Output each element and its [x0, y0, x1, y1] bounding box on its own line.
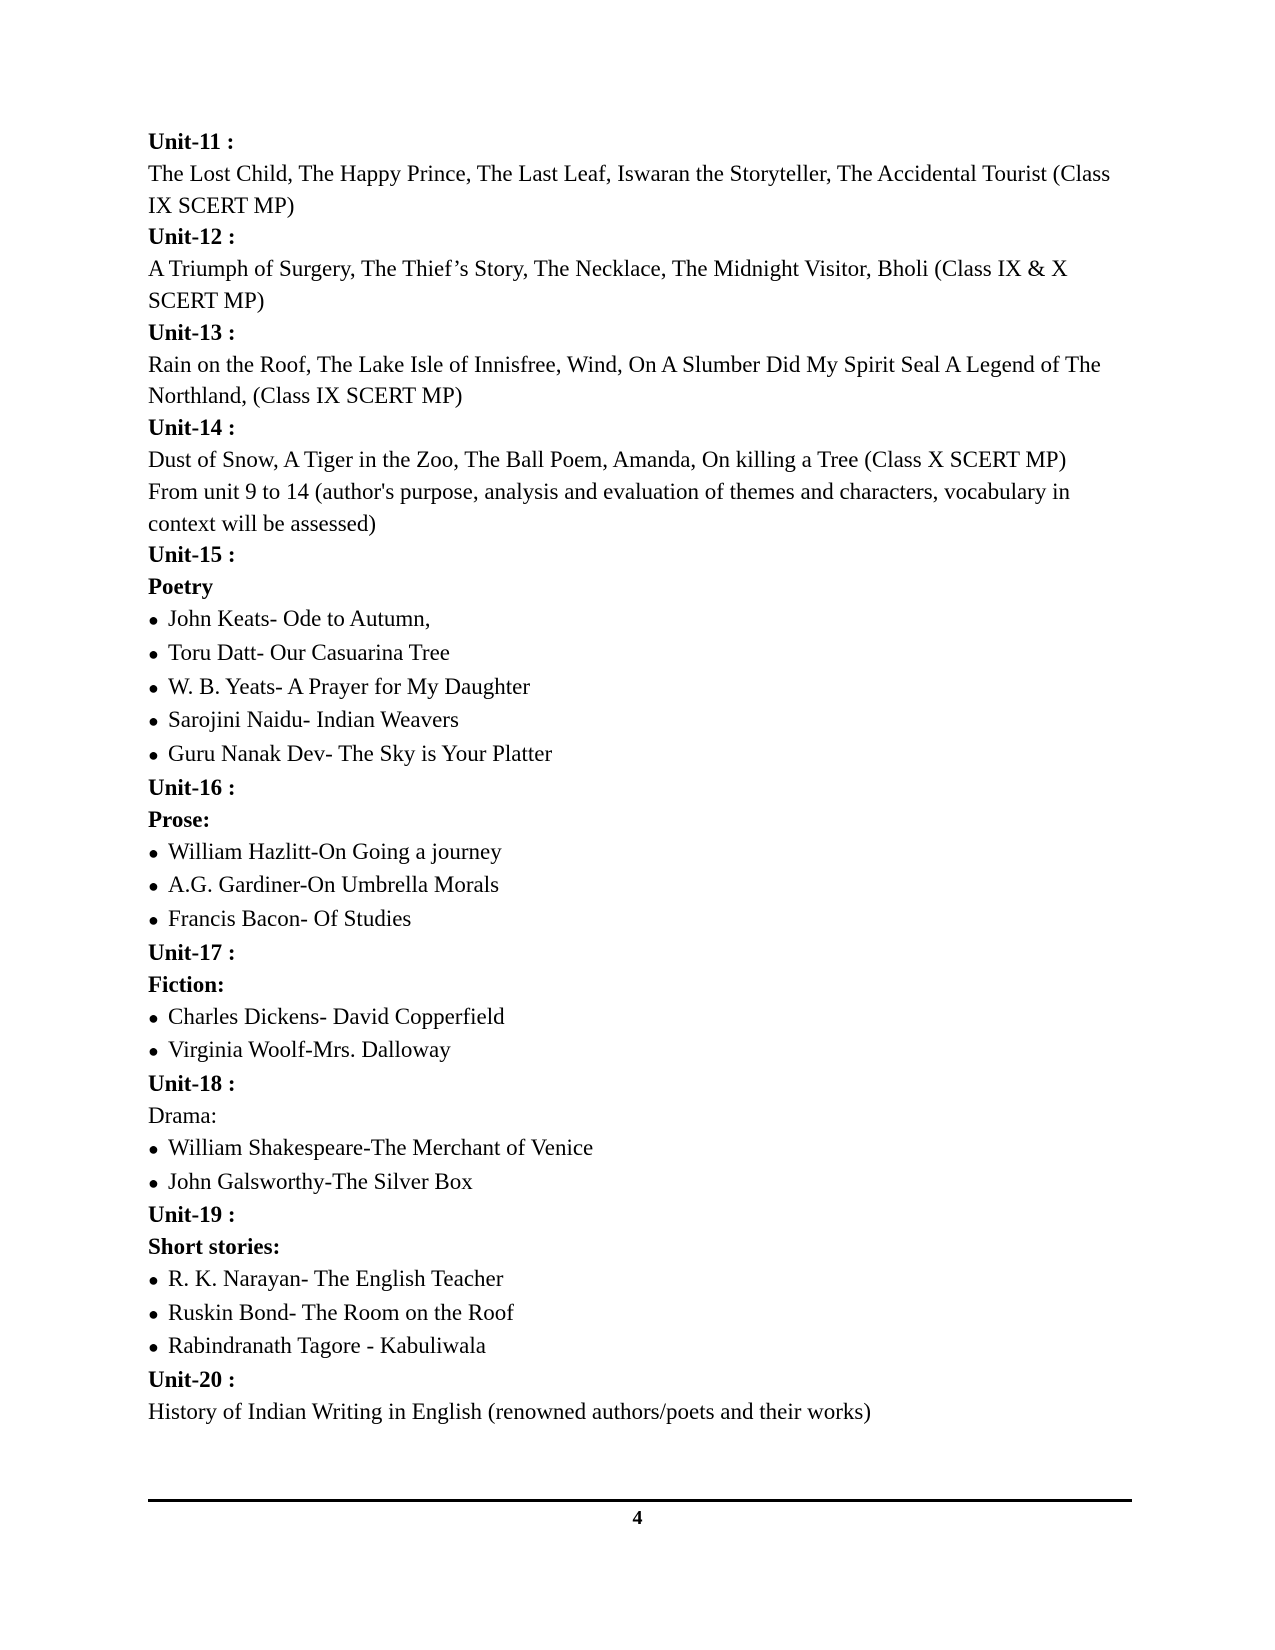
section-heading: Unit-20 :	[148, 1367, 236, 1393]
page-number: 4	[632, 1507, 643, 1529]
section-heading: Unit-12 :	[148, 224, 236, 250]
section-heading: Poetry	[148, 574, 214, 600]
list-item: ● R. K. Narayan- The English Teacher	[148, 1263, 1130, 1297]
list-item: ● A.G. Gardiner-On Umbrella Morals	[148, 869, 1130, 903]
paragraph: The Lost Child, The Happy Prince, The Last Leaf, Iswaran the Storyteller, The Accidental Tourist (Class IX SCERT MP)	[148, 160, 1111, 218]
section-heading: Unit-16 :	[148, 774, 236, 800]
section-heading: Unit-17 :	[148, 939, 236, 965]
paragraph: History of Indian Writing in English (renowned authors/poets and their works)	[148, 1399, 872, 1425]
list-item: ● Charles Dickens- David Copperfield	[148, 1001, 1130, 1035]
paragraph: A Triumph of Surgery, The Thief’s Story, The Necklace, The Midnight Visitor, Bholi (Class IX & X SCERT MP)	[148, 256, 1068, 313]
list-item: ● Francis Bacon- Of Studies	[148, 903, 1130, 937]
list-item: ● William Hazlitt-On Going a journey	[148, 836, 1130, 870]
list-item: ● John Galsworthy-The Silver Box	[148, 1166, 1130, 1200]
list-item: ● Sarojini Naidu- Indian Weavers	[148, 704, 1130, 738]
section-heading: Unit-19 :	[148, 1202, 236, 1228]
list-item: ● Virginia Woolf-Mrs. Dalloway	[148, 1034, 1130, 1068]
paragraph: From unit 9 to 14 (author's purpose, analysis and evaluation of themes and characters, vocabulary in context will be assessed)	[148, 478, 1070, 536]
list-item: ● Rabindranath Tagore - Kabuliwala	[148, 1330, 1130, 1364]
list-item: ● William Shakespeare-The Merchant of Venice	[148, 1132, 1130, 1166]
list-item: ● Guru Nanak Dev- The Sky is Your Platter	[148, 738, 1130, 772]
paragraph: Rain on the Roof, The Lake Isle of Innisfree, Wind, On A Slumber Did My Spirit Seal A Legend of The Northland, (Class IX SCERT MP)	[148, 351, 1101, 409]
paragraph: Dust of Snow, A Tiger in the Zoo, The Ball Poem, Amanda, On killing a Tree (Class X SCERT MP)	[148, 446, 1067, 472]
footer-rule	[148, 1499, 1132, 1502]
list-item: ● John Keats- Ode to Autumn,	[148, 603, 1130, 637]
section-heading: Unit-13 :	[148, 319, 236, 345]
section-heading: Unit-18 :	[148, 1071, 236, 1097]
section-heading: Unit-14 :	[148, 415, 236, 441]
list-item: ● Toru Datt- Our Casuarina Tree	[148, 637, 1130, 671]
list-item: ● Ruskin Bond- The Room on the Roof	[148, 1297, 1130, 1331]
syllabus-content	[148, 126, 1130, 1428]
section-heading: Fiction:	[148, 971, 225, 997]
section-heading: Short stories:	[148, 1234, 281, 1260]
list-item: ● W. B. Yeats- A Prayer for My Daughter	[148, 671, 1130, 705]
section-heading: Prose:	[148, 806, 211, 832]
section-heading: Unit-15 :	[148, 542, 236, 568]
paragraph: Drama:	[148, 1102, 217, 1128]
section-heading: Unit-11 :	[148, 129, 235, 154]
